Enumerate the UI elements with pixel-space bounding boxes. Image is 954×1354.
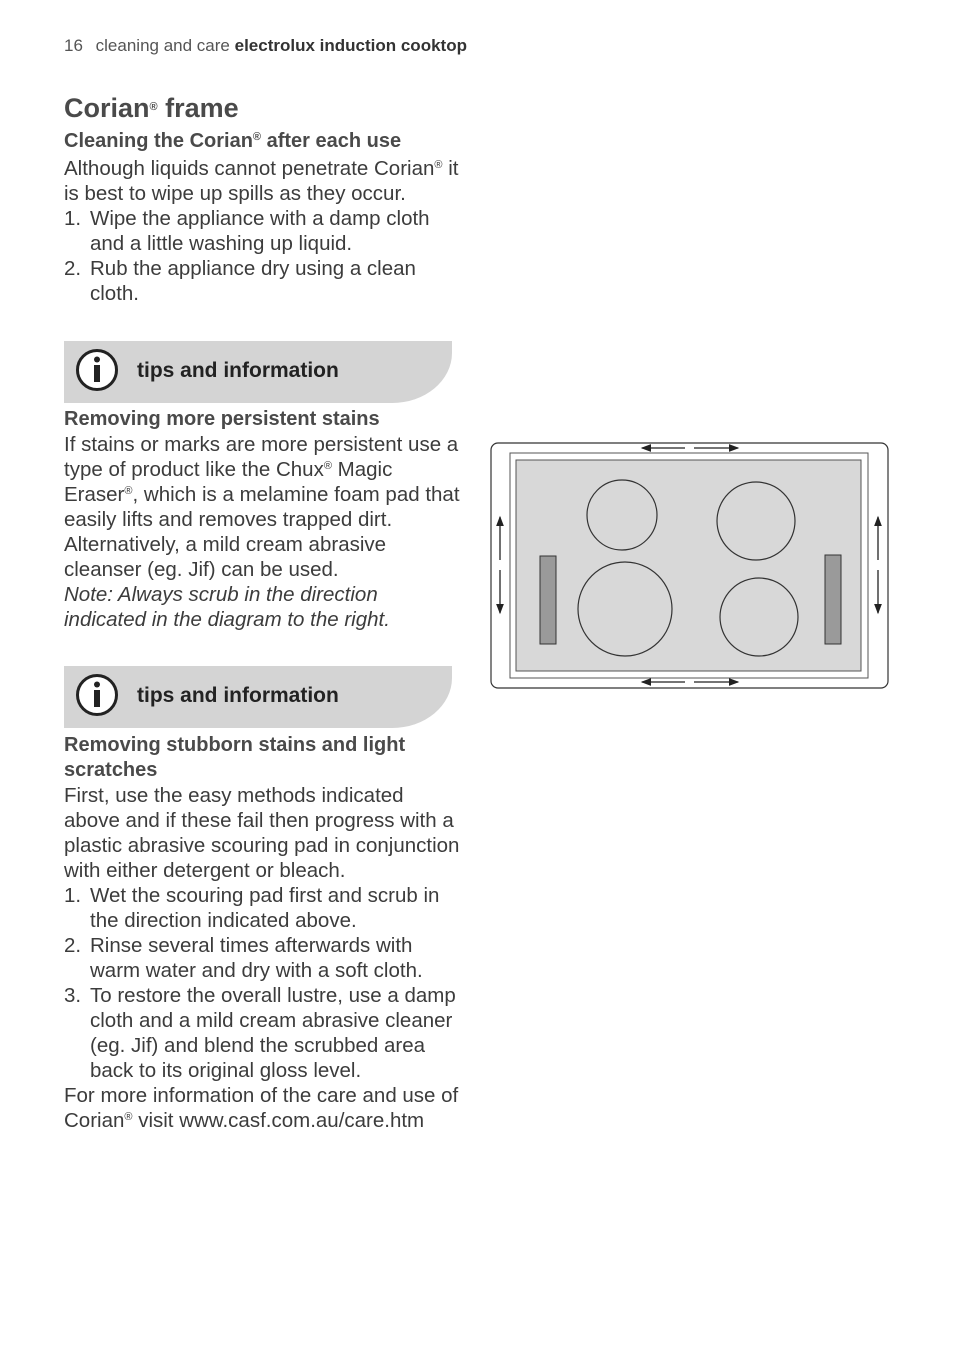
header-product: electrolux induction cooktop	[234, 36, 467, 55]
control-strip-left	[540, 556, 556, 644]
page-title: Corian® frame	[64, 93, 239, 123]
tips-banner	[64, 666, 452, 728]
list-item: 2. Rub the appliance dry using a clean cloth.	[64, 257, 416, 305]
section-heading-stubborn-stains: Removing stubborn stains and light scratches	[64, 734, 406, 781]
section-heading-persistent-stains: Removing more persistent stains	[64, 408, 380, 430]
care-info-text: For more information of the care and use of Corian® visit www.casf.com.au/care.htm	[64, 1084, 459, 1132]
tips-label: tips and information	[137, 684, 339, 707]
cooktop-inner-panel	[516, 460, 861, 671]
tips-label: tips and information	[137, 359, 339, 382]
page-number: 16	[64, 36, 83, 55]
info-icon	[76, 349, 118, 391]
list-item: 2. Rinse several times afterwards with warm water and dry with a soft cloth.	[64, 934, 423, 982]
cleaning-intro: Although liquids cannot penetrate Corian® it is best to wipe up spills as they occur.	[64, 157, 459, 205]
corian-section-3	[64, 733, 464, 1133]
corian-section-2	[64, 407, 464, 632]
header-section: cleaning and care	[95, 36, 230, 55]
scrub-direction-note: Note: Always scrub in the direction indicated in the diagram to the right.	[64, 583, 390, 631]
cooktop-diagram	[489, 440, 893, 692]
info-icon	[76, 674, 118, 716]
control-strip-right	[825, 555, 841, 644]
page-header	[64, 36, 467, 56]
tips-banner	[64, 341, 452, 403]
section-heading-cleaning: Cleaning the Corian® after each use	[64, 130, 402, 152]
list-item: 1. Wipe the appliance with a damp cloth and a little washing up liquid.	[64, 207, 430, 255]
persistent-stains-text: If stains or marks are more persistent use a type of product like the Chux® Magic Eraser®, which is a melamine foam pad that easily lifts and removes trapped dirt. Alternatively, a mild cream abrasive cleanser (eg. Jif) can be used.	[64, 433, 460, 581]
stubborn-stains-steps	[64, 883, 464, 1083]
list-item: 1. Wet the scouring pad first and scrub in the direction indicated above.	[64, 884, 440, 932]
cleaning-steps	[64, 206, 464, 306]
corian-section-1	[64, 92, 464, 306]
stubborn-stains-intro: First, use the easy methods indicated above and if these fail then progress with a plastic abrasive scouring pad in conjunction with either detergent or bleach.	[64, 784, 460, 882]
list-item: 3. To restore the overall lustre, use a damp cloth and a mild cream abrasive cleaner (eg. Jif) and blend the scrubbed area back to its original gloss level.	[64, 984, 456, 1082]
